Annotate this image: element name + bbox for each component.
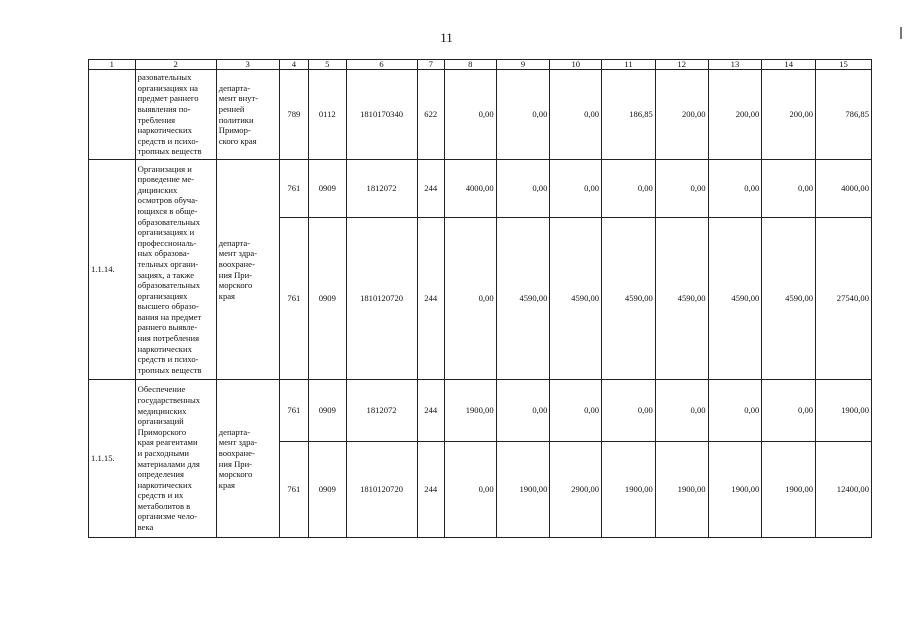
text-line: мент здра- <box>218 437 258 448</box>
text-line: департа- <box>218 237 251 248</box>
cell-amount: 186,85 <box>602 70 656 160</box>
column-number: 15 <box>816 60 872 70</box>
cell-total: 1900,00 <box>816 380 872 442</box>
cell-amount: 4590,00 <box>655 218 708 380</box>
cell-amount: 4590,00 <box>762 218 816 380</box>
text-line: Организация и <box>137 163 192 174</box>
text-line: зациях, а также <box>137 269 195 280</box>
text-line: края реагентами <box>137 437 198 448</box>
column-number: 3 <box>216 60 279 70</box>
cell-amount: 0,00 <box>444 70 496 160</box>
cell-amount: 2900,00 <box>550 442 602 538</box>
cell-expense-type: 244 <box>417 380 444 442</box>
cell-target-code: 1810120720 <box>346 442 417 538</box>
cell-amount: 1900,00 <box>444 380 496 442</box>
text-line: наркотических <box>137 479 192 490</box>
text-line: выявления по- <box>137 103 191 114</box>
cell-amount: 200,00 <box>708 70 762 160</box>
cell-amount: 0,00 <box>550 380 602 442</box>
budget-table <box>88 59 872 538</box>
item-index: 1.1.15. <box>89 380 136 538</box>
cell-admin-code: 761 <box>279 160 308 218</box>
cell-admin-code: 761 <box>279 442 308 538</box>
cell-target-code: 1810170340 <box>346 70 417 160</box>
cell-amount: 1900,00 <box>496 442 550 538</box>
text-line: ющихся в обще- <box>137 205 198 216</box>
text-line: образовательных <box>137 216 201 227</box>
cell-amount: 0,00 <box>496 380 550 442</box>
item-description <box>135 70 216 160</box>
cell-admin-code: 761 <box>279 218 308 380</box>
cell-admin-code: 789 <box>279 70 308 160</box>
cell-amount: 200,00 <box>762 70 816 160</box>
text-line: ния При- <box>218 458 253 469</box>
text-line: и расходными <box>137 447 190 458</box>
text-line: ных образова- <box>137 248 190 259</box>
page-number: 11 <box>440 30 453 45</box>
text-line: средств и психо- <box>137 354 199 365</box>
text-line: медицинских <box>137 405 187 416</box>
cell-amount: 0,00 <box>496 160 550 218</box>
text-line: департа- <box>218 82 251 93</box>
cell-amount: 0,00 <box>496 70 550 160</box>
text-line: государственных <box>137 394 201 405</box>
text-line: ского края <box>218 135 257 146</box>
cell-amount: 0,00 <box>762 380 816 442</box>
cell-amount: 0,00 <box>444 442 496 538</box>
column-number: 8 <box>444 60 496 70</box>
text-line: века <box>137 522 154 533</box>
cell-amount: 0,00 <box>655 380 708 442</box>
column-number-row <box>89 60 872 70</box>
text-line: разовательных <box>137 72 192 83</box>
cell-amount: 4590,00 <box>496 218 550 380</box>
cell-total: 4000,00 <box>816 160 872 218</box>
cell-expense-type: 244 <box>417 218 444 380</box>
cell-amount: 0,00 <box>602 380 656 442</box>
text-line: края <box>218 479 236 490</box>
responsible-department <box>216 380 279 538</box>
text-line: требления <box>137 114 176 125</box>
column-number: 5 <box>309 60 347 70</box>
cell-section-code: 0909 <box>309 160 347 218</box>
text-line: метаболитов в <box>137 500 191 511</box>
text-line: морского <box>218 469 253 480</box>
text-line: проведение ме- <box>137 174 195 185</box>
cell-expense-type: 622 <box>417 70 444 160</box>
cell-amount: 1900,00 <box>762 442 816 538</box>
cell-target-code: 1812072 <box>346 160 417 218</box>
text-line: организаций <box>137 416 184 427</box>
responsible-department <box>216 70 279 160</box>
cell-amount: 0,00 <box>708 160 762 218</box>
text-line: мент здра- <box>218 248 258 259</box>
cell-amount: 0,00 <box>550 160 602 218</box>
cell-amount: 4590,00 <box>602 218 656 380</box>
text-line: организме чело- <box>137 511 198 522</box>
text-line: образовательных <box>137 280 201 291</box>
text-line: Обеспечение <box>137 384 186 395</box>
text-line: организациях на <box>137 82 198 93</box>
cell-amount: 0,00 <box>655 160 708 218</box>
text-line: тропных веществ <box>137 146 202 157</box>
cell-expense-type: 244 <box>417 442 444 538</box>
cell-section-code: 0909 <box>309 380 347 442</box>
text-line: организациях <box>137 290 188 301</box>
text-line: определения <box>137 469 184 480</box>
scan-edge-mark <box>900 27 902 39</box>
item-description <box>135 160 216 380</box>
text-line: профессиональ- <box>137 237 197 248</box>
text-line: мент внут- <box>218 93 259 104</box>
cell-amount: 1900,00 <box>708 442 762 538</box>
cell-section-code: 0909 <box>309 442 347 538</box>
text-line: средств и психо- <box>137 135 199 146</box>
text-line: наркотических <box>137 343 192 354</box>
text-line: края <box>218 290 236 301</box>
cell-target-code: 1812072 <box>346 380 417 442</box>
cell-total: 786,85 <box>816 70 872 160</box>
table-row <box>89 70 872 160</box>
text-line: Приморского <box>137 426 187 437</box>
text-line: дицинских <box>137 184 178 195</box>
text-line: тропных веществ <box>137 364 202 375</box>
text-line: вания на предмет <box>137 311 202 322</box>
column-number: 6 <box>346 60 417 70</box>
item-index <box>89 70 136 160</box>
item-description <box>135 380 216 538</box>
cell-total: 12400,00 <box>816 442 872 538</box>
cell-amount: 4000,00 <box>444 160 496 218</box>
column-number: 2 <box>135 60 216 70</box>
text-line: воохране- <box>218 258 255 269</box>
responsible-department <box>216 160 279 380</box>
text-line: организациях и <box>137 227 195 238</box>
cell-amount: 0,00 <box>550 70 602 160</box>
column-number: 12 <box>655 60 708 70</box>
table-row <box>89 160 872 218</box>
text-line: ренней <box>218 103 245 114</box>
item-index: 1.1.14. <box>89 160 136 380</box>
cell-amount: 0,00 <box>444 218 496 380</box>
text-line: предмет раннего <box>137 93 199 104</box>
column-number: 9 <box>496 60 550 70</box>
text-line: ния При- <box>218 269 253 280</box>
cell-amount: 4590,00 <box>708 218 762 380</box>
cell-amount: 0,00 <box>602 160 656 218</box>
cell-amount: 1900,00 <box>602 442 656 538</box>
column-number: 7 <box>417 60 444 70</box>
cell-amount: 0,00 <box>762 160 816 218</box>
text-line: высшего образо- <box>137 301 199 312</box>
text-line: морского <box>218 280 253 291</box>
text-line: материалами для <box>137 458 200 469</box>
column-number: 1 <box>89 60 136 70</box>
text-line: средств и их <box>137 490 184 501</box>
cell-amount: 200,00 <box>655 70 708 160</box>
text-line: тельных органи- <box>137 258 199 269</box>
cell-target-code: 1810120720 <box>346 218 417 380</box>
cell-amount: 0,00 <box>708 380 762 442</box>
cell-amount: 4590,00 <box>550 218 602 380</box>
column-number: 14 <box>762 60 816 70</box>
text-line: ния потребления <box>137 333 200 344</box>
text-line: наркотических <box>137 125 192 136</box>
column-number: 10 <box>550 60 602 70</box>
column-number: 11 <box>602 60 656 70</box>
column-number: 13 <box>708 60 762 70</box>
text-line: раннего выявле- <box>137 322 198 333</box>
text-line: воохране- <box>218 447 255 458</box>
column-number: 4 <box>279 60 308 70</box>
cell-admin-code: 761 <box>279 380 308 442</box>
cell-total: 27540,00 <box>816 218 872 380</box>
text-line: политики <box>218 114 254 125</box>
table-row <box>89 380 872 442</box>
cell-section-code: 0909 <box>309 218 347 380</box>
cell-section-code: 0112 <box>309 70 347 160</box>
text-line: департа- <box>218 426 251 437</box>
text-line: Примор- <box>218 125 251 136</box>
text-line: осмотров обуча- <box>137 195 198 206</box>
cell-expense-type: 244 <box>417 160 444 218</box>
cell-amount: 1900,00 <box>655 442 708 538</box>
